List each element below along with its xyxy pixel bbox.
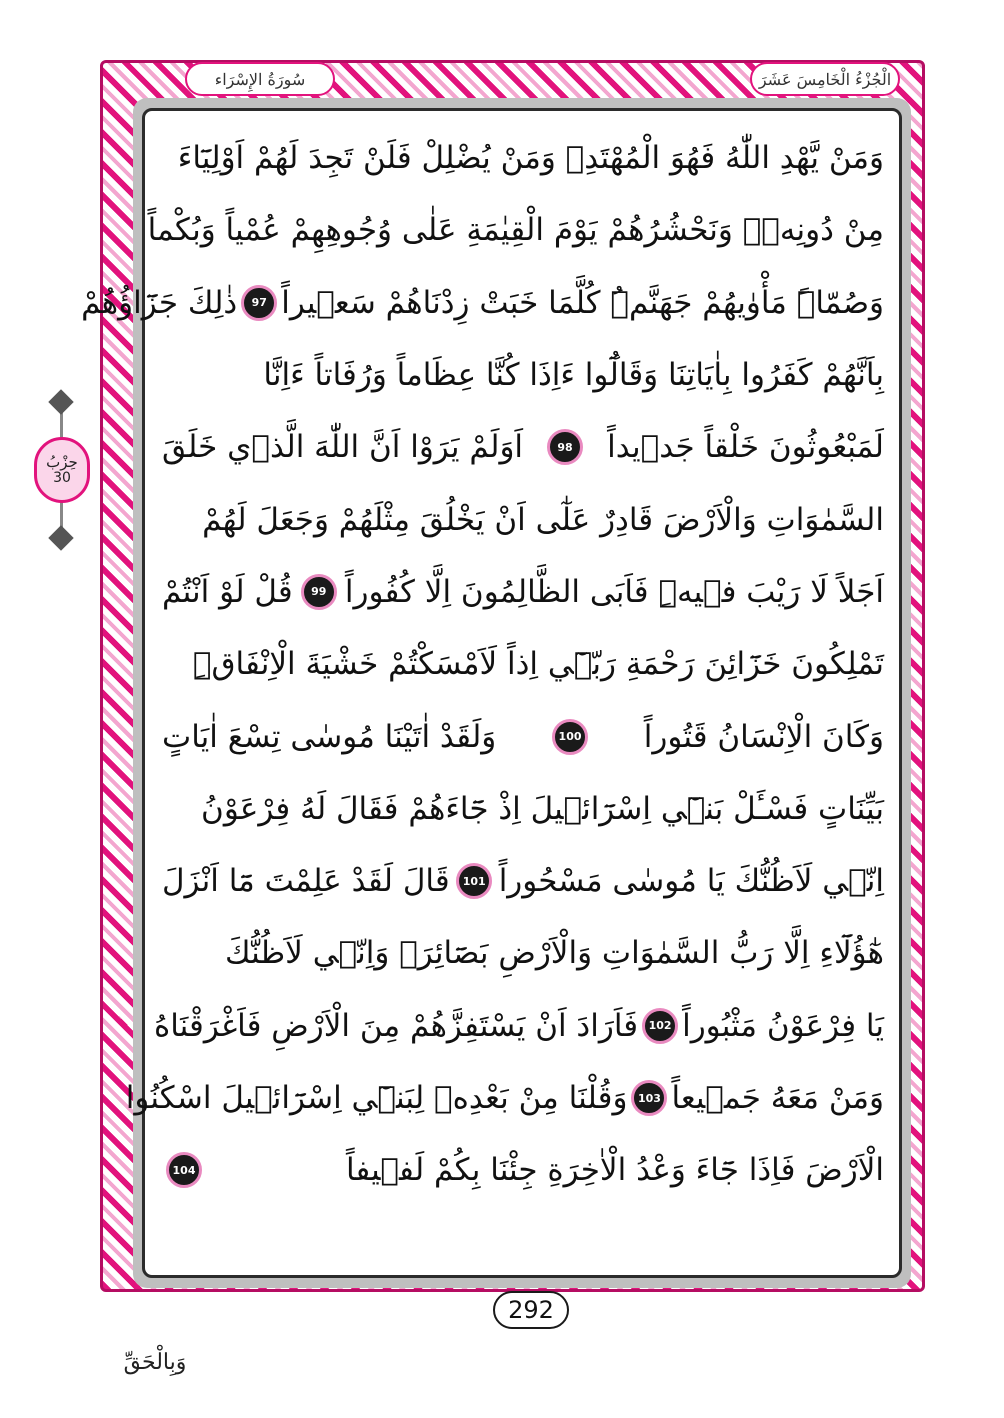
verse-text: ذٰلِكَ جَزَٓاؤُهُمْ: [81, 284, 238, 321]
text-line: [162, 556, 884, 628]
verse-number-marker: 99: [301, 574, 337, 610]
verse-text: مِنْ دُونِه۪ۜ وَنَحْشُرُهُمْ يَوْمَ الْقِيٰمَةِ عَلٰى وُجُوهِهِمْ عُمْياً وَبُكْماً: [147, 212, 884, 249]
verse-text: وَكَانَ الْاِنْسَانُ قَتُوراً: [643, 718, 884, 755]
verse-number-marker: 98: [547, 429, 583, 465]
verse-text: وَلَقَدْ اٰتَيْنَا مُوسٰى تِسْعَ اٰيَاتٍ: [162, 718, 497, 755]
text-line: [162, 339, 884, 411]
text-line: [147, 194, 884, 266]
verse-text: تَمْلِكُونَ خَزَٓائِنَ رَحْمَةِ رَبّ۪ٓي اِذاً لَاَمْسَكْتُمْ خَشْيَةَ الْاِنْفَاقِۜ: [192, 646, 884, 683]
verse-text: وَمَنْ مَعَهُ جَم۪يعاً: [671, 1080, 884, 1116]
text-line: [81, 267, 884, 339]
verse-number-marker: 97: [241, 285, 277, 321]
text-line: [162, 917, 884, 989]
diamond-ornament-icon: [48, 525, 73, 550]
verse-text: بَيِّنَاتٍ فَسْـَٔلْ بَن۪ٓي اِسْرَٓائ۪يلَ اِذْ جَٓاءَهُمْ فَقَالَ لَهُ فِرْعَوْنُ: [201, 790, 884, 827]
verse-text: بِاَنَّهُمْ كَفَرُوا بِاٰيَاتِنَا وَقَالُٓوا ءَاِذَا كُنَّا عِظَاماً وَرُفَاتاً ءَاِنَّا: [263, 357, 884, 394]
hizb-medallion: [34, 437, 90, 503]
verse-text: يَا فِرْعَوْنُ مَثْبُوراً: [682, 1007, 884, 1044]
verse-text: فَاَرَادَ اَنْ يَسْتَفِزَّهُمْ مِنَ الْاَرْضِ فَاَغْرَقْنَاهُ: [154, 1007, 639, 1044]
verse-number-marker: 104: [166, 1152, 202, 1188]
verse-text: اِنّ۪ي لَاَظُنُّكَ يَا مُوسٰى مَسْحُوراً: [498, 863, 884, 900]
verse-text: اَوَلَمْ يَرَوْا اَنَّ اللّٰهَ الَّذ۪ي خَلَقَ: [162, 429, 524, 466]
text-line: [162, 411, 884, 483]
hizb-badge: [26, 385, 98, 555]
verse-number-marker: 100: [552, 719, 588, 755]
verse-text: الْاَرْضَ فَاِذَا جَٓاءَ وَعْدُ الْاٰخِرَةِ جِئْنَا بِكُمْ لَف۪يفاً: [345, 1152, 884, 1189]
verse-text: وَمَنْ يَّهْدِ اللّٰهُ فَهُوَ الْمُهْتَدِۚ وَمَنْ يُضْلِلْ فَلَنْ تَجِدَ لَهُمْ اَوْلِيَٓاءَ: [177, 140, 884, 177]
text-line: [162, 700, 884, 772]
hizb-number: 30: [53, 470, 71, 486]
text-line: [162, 845, 884, 917]
verse-text: اَجَلاً لَا رَيْبَ ف۪يهِۜ فَاَبَى الظَّالِمُونَ اِلَّا كُفُوراً: [344, 573, 884, 610]
hizb-word: حِزْبُ: [46, 453, 78, 471]
verse-text: قَالَ لَقَدْ عَلِمْتَ مَٓا اَنْزَلَ: [162, 863, 450, 900]
diamond-ornament-icon: [48, 389, 73, 414]
juz-label: الْجُزْءُ الْخَامِسَ عَشَرَ: [750, 62, 900, 96]
verse-number-marker: 101: [456, 863, 492, 899]
surah-label: سُورَةُ الإِسْرَاء: [185, 62, 335, 96]
text-line: [162, 483, 884, 555]
verse-number-marker: 102: [642, 1008, 678, 1044]
text-line: [162, 628, 884, 700]
text-line: [162, 1134, 884, 1206]
verse-text: هٰٓؤُلَٓاءِ اِلَّا رَبُّ السَّمٰوَاتِ وَالْاَرْضِ بَصَٓائِرَۚ وَاِنّ۪ي لَاَظُنُّكَ: [225, 935, 884, 972]
text-line: [162, 773, 884, 845]
verse-text: لَمَبْعُوثُونَ خَلْقاً جَد۪يداً: [607, 429, 884, 466]
quran-text-lines: [81, 122, 884, 1206]
text-line: [125, 1062, 884, 1134]
catchword: وَبِالْحَقِّ: [123, 1350, 187, 1375]
verse-text: وَصُمّاًۜ مَأْوٰيهُمْ جَهَنَّمُۜ كُلَّمَا خَبَتْ زِدْنَاهُمْ سَع۪يراً: [281, 284, 884, 321]
text-line: [162, 122, 884, 194]
page-number: 292: [493, 1291, 569, 1329]
text-line: [154, 990, 884, 1062]
verse-text: السَّمٰوَاتِ وَالْاَرْضَ قَادِرٌ عَلٰٓى اَنْ يَخْلُقَ مِثْلَهُمْ وَجَعَلَ لَهُمْ: [202, 501, 884, 538]
verse-number-marker: 103: [631, 1080, 667, 1116]
verse-text: وَقُلْنَا مِنْ بَعْدِه۪ لِبَن۪ٓي اِسْرَٓائ۪يلَ اسْكُنُوا: [125, 1080, 628, 1116]
verse-text: قُلْ لَوْ اَنْتُمْ: [162, 573, 293, 610]
